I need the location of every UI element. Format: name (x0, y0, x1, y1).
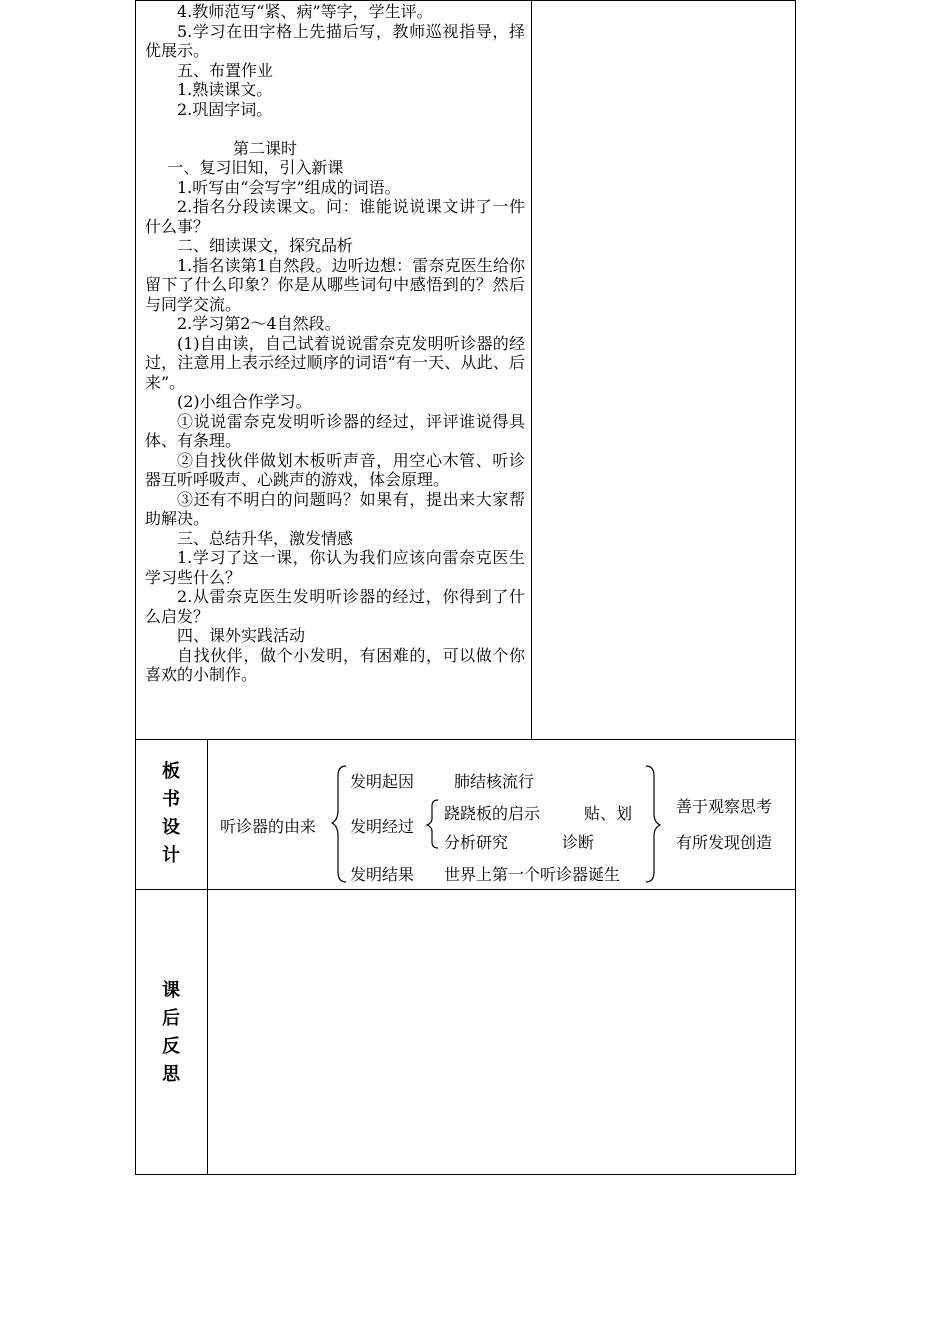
paragraph: ②自找伙伴做划木板听声音，用空心木管、听诊器互听呼吸声、心跳声的游戏，体会原理。 (145, 450, 525, 489)
table-border-right (795, 0, 796, 1175)
paragraph: 2.从雷奈克医生发明听诊器的经过，你得到了什么启发？ (145, 587, 525, 626)
section-heading: 一、复习旧知，引入新课 (167, 158, 344, 177)
paragraph: 1.学习了这一课，你认为我们应该向雷奈克医生学习些什么？ (145, 548, 525, 587)
board-summary-line2: 有所发现创造 (676, 833, 773, 852)
right-brace (646, 766, 660, 882)
board-summary-line1: 善于观察思考 (676, 797, 773, 816)
label-char: 反 (162, 1036, 180, 1057)
left-brace (332, 766, 346, 882)
board-result-label: 发明结果 (350, 865, 415, 884)
label-char: 设 (162, 817, 180, 838)
board-process-item1: 跷跷板的启示 (444, 804, 541, 823)
blank-line (145, 119, 525, 139)
paragraph: 2.学习第2～4自然段。 (177, 314, 341, 333)
row-divider-2 (135, 889, 796, 890)
label-char: 计 (162, 845, 180, 866)
board-process-label: 发明经过 (350, 817, 415, 836)
board-root: 听诊器的由来 (220, 817, 317, 836)
lesson-period-title: 第二课时 (232, 138, 297, 158)
label-char: 后 (162, 1008, 180, 1029)
board-design-label (136, 758, 206, 870)
paragraph: 1.听写由“会写字”组成的词语。 (177, 177, 401, 197)
board-process-item2-note: 诊断 (562, 833, 595, 852)
paragraph: 4.教师范写“紧、病”等字，学生评。 (177, 2, 433, 21)
section-heading: 三、总结升华，激发情感 (177, 528, 354, 548)
board-process-item1-note: 贴、划 (584, 804, 633, 823)
paragraph: 自找伙伴，做个小发明，有困难的，可以做个你喜欢的小制作。 (145, 645, 525, 684)
paragraph: ①说说雷奈克发明听诊器的经过，评评谁说得具体、有条理。 (145, 411, 525, 450)
paragraph: ③还有不明白的问题吗？如果有，提出来大家帮助解决。 (145, 489, 525, 528)
table-border-bottom (135, 1174, 796, 1175)
board-design-diagram (208, 742, 795, 888)
paragraph: 1.熟读课文。 (177, 80, 273, 99)
table-border-top (135, 0, 796, 1)
label-char: 板 (162, 761, 180, 782)
column-divider-top (531, 0, 532, 740)
paragraph: (1)自由读，自己试着说说雷奈克发明听诊器的经过，注意用上表示经过顺序的词语“有一天、从此、后来”。 (145, 333, 525, 392)
board-result-text: 世界上第一个听诊器诞生 (444, 865, 621, 884)
process-brace (427, 800, 438, 848)
section-heading: 四、课外实践活动 (177, 626, 306, 645)
paragraph: (2)小组合作学习。 (177, 392, 312, 411)
paragraph: 2.指名分段读课文。问：谁能说说课文讲了一件什么事？ (145, 197, 525, 236)
board-cause-text: 肺结核流行 (454, 772, 535, 791)
label-char: 书 (162, 789, 180, 810)
paragraph: 2.巩固字词。 (177, 99, 273, 119)
board-cause-label: 发明起因 (350, 772, 415, 791)
label-char: 思 (162, 1064, 180, 1085)
row-divider-1 (135, 739, 796, 740)
section-heading: 二、细读课文，探究品析 (177, 236, 354, 255)
reflection-label (136, 977, 206, 1089)
paragraph: 1.指名读第1自然段。边听边想：雷奈克医生给你留下了什么印象？你是从哪些词句中感悟到的？然后与同学交流。 (145, 255, 525, 314)
lesson-process-text (145, 2, 525, 685)
section-heading: 五、布置作业 (177, 60, 274, 80)
paragraph: 5.学习在田字格上先描后写，教师巡视指导，择优展示。 (145, 21, 525, 60)
board-process-item2: 分析研究 (444, 833, 509, 852)
label-char: 课 (162, 980, 180, 1001)
